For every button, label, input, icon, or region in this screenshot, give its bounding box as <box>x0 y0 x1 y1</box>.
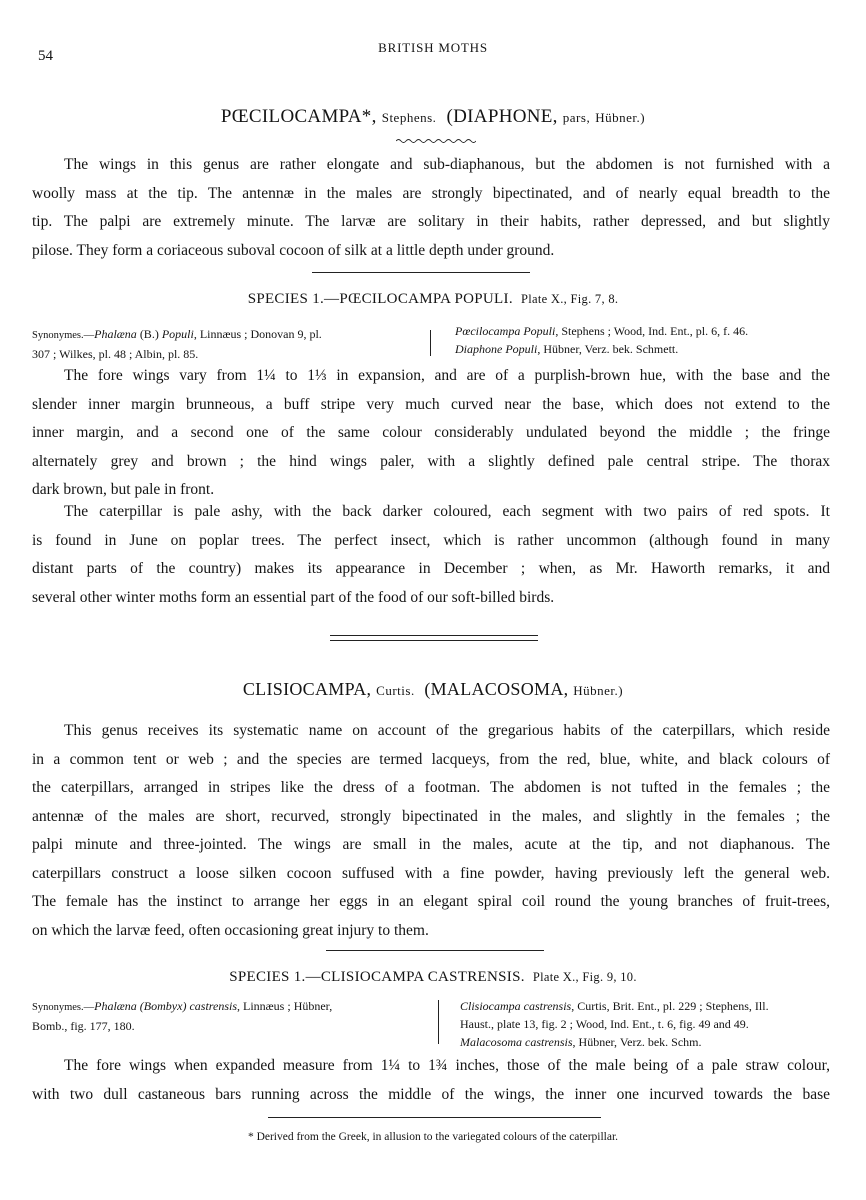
text-line: The fore wings when expanded measure from 1¼ to 1¾ inches, those of the male being of a pale straw colour, <box>64 1057 830 1074</box>
text-line: on which the larvæ feed, often occasioning great injury to them. <box>32 921 429 939</box>
synonym-author: Hübner.) <box>595 110 646 125</box>
synonym-name: Phalæna (Bombyx) castrensis <box>94 999 238 1013</box>
text-line: pilose. They form a coriaceous suboval cocoon of silk at a little depth under ground. <box>32 241 555 259</box>
genus-author: Curtis. <box>376 683 415 698</box>
synonym-line <box>460 997 840 1015</box>
text-line: slender inner margin brunneous, a buff stripe very much curved near the base, which does not extend to the <box>32 395 830 413</box>
synonym-label: Synonymes.— <box>32 330 95 341</box>
synonym-line <box>460 1033 840 1051</box>
synonym-line: 307 ; Wilkes, pl. 48 ; Albin, pl. 85. <box>32 347 199 361</box>
synonym-line <box>455 340 835 358</box>
genus-description-poecilocampa <box>32 151 830 265</box>
synonym-line: Bomb., fig. 177, 180. <box>32 1019 135 1033</box>
synonym-text: , Curtis, Brit. Ent., pl. 229 ; Stephens, Ill. <box>571 999 769 1013</box>
section-divider <box>312 272 530 273</box>
genus-title-poecilocampa <box>0 106 866 128</box>
species-description-populi <box>32 362 830 505</box>
section-divider <box>326 950 544 951</box>
synonym-author: Hübner.) <box>573 683 624 698</box>
species-name: SPECIES 1.—PŒCILOCAMPA POPULI. <box>247 291 513 307</box>
synonym-name: Malacosoma castrensis <box>460 1035 573 1049</box>
running-head: BRITISH MOTHS <box>378 40 488 55</box>
species-name: SPECIES 1.—CLISIOCAMPA CASTRENSIS. <box>229 969 525 985</box>
synonym-text: , Stephens ; Wood, Ind. Ent., pl. 6, f. 46. <box>555 324 749 338</box>
synonyms-right-castrensis <box>460 997 840 1051</box>
title-ornament <box>396 138 476 144</box>
text-line: antennæ of the males are short, recurved, strongly bipectinated in the males, and slightly in the females ; the <box>32 807 830 825</box>
genus-synonym: (MALACOSOMA, <box>424 679 569 699</box>
synonym-text: , Linnæus ; Hübner, <box>237 999 333 1013</box>
synonym-text: (B.) <box>136 327 162 341</box>
synonym-species: Populi <box>161 327 194 341</box>
text-line: caterpillars construct a loose silken cocoon suffused with a fine powder, having previously left the general web. <box>32 864 830 882</box>
page-number: 54 <box>38 48 53 64</box>
synonym-line: Haust., plate 13, fig. 2 ; Wood, Ind. Ent., t. 6, fig. 49 and 49. <box>460 1017 749 1031</box>
text-line: The female has the instinct to arrange her eggs in an elegant spiral coil round the young branches of fruit-trees, <box>32 893 830 910</box>
synonym-text: , Hübner, Verz. bek. Schmett. <box>537 342 679 356</box>
synonym-genus: Phalæna <box>94 327 137 341</box>
synonym-label: Synonymes.— <box>32 1002 95 1013</box>
text-line: The fore wings vary from 1¼ to 1⅓ in expansion, and are of a purplish-brown hue, with the base and the <box>64 367 830 384</box>
genus-description-clisiocampa <box>32 717 830 945</box>
synonym-pars: pars, <box>562 110 591 125</box>
genus-author: Stephens. <box>381 110 437 125</box>
synonym-line <box>32 997 432 1017</box>
text-line: the caterpillars, arranged in stripes like the dress of a footman. The abdomen is not tufted in the females ; the <box>32 779 830 796</box>
synonym-name: Pœcilocampa Populi <box>455 324 556 338</box>
synonym-line <box>32 325 424 345</box>
genus-synonym: (DIAPHONE, <box>446 106 558 127</box>
plate-reference: Plate X., Fig. 9, 10. <box>532 970 637 984</box>
genus-title-clisiocampa <box>0 679 866 700</box>
species-heading-populi <box>0 291 866 308</box>
text-line: This genus receives its systematic name on account of the gregarious habits of the caterpillars, which reside <box>64 722 830 739</box>
footnote-mark: *, <box>361 106 377 127</box>
text-line: inner margin, and a second one of the same colour considerably undulated beyond the middle ; the fringe <box>32 424 830 441</box>
text-line: woolly mass at the tip. The antennæ in the males are strongly bipectinated, and of nearly equal breadth to the <box>32 184 830 202</box>
text-line: with two dull castaneous bars running across the middle of the wings, the inner one incurved towards the base <box>32 1085 830 1103</box>
text-line: tip. The palpi are extremely minute. The larvæ are solitary in their habits, rather depressed, and but slightly <box>32 213 830 230</box>
synonym-text: , Hübner, Verz. bek. Schm. <box>572 1035 702 1049</box>
synonyms-right-populi <box>455 322 835 358</box>
plate-reference: Plate X., Fig. 7, 8. <box>520 292 619 306</box>
synonym-separator <box>438 1000 439 1044</box>
text-line: palpi minute and three-jointed. The wings are small in the males, acute at the tip, and not diaphanous. The <box>32 836 830 853</box>
genus-name: PŒCILOCAMPA <box>220 106 362 127</box>
species-heading-castrensis <box>0 969 866 986</box>
text-line: distant parts of the country) makes its appearance in December ; when, as Mr. Haworth remarks, it and <box>32 560 830 577</box>
text-line: several other winter moths form an essential part of the food of our soft-billed birds. <box>32 588 555 606</box>
synonym-text: , Linnæus ; Donovan 9, pl. <box>193 327 322 341</box>
genus-name: CLISIOCAMPA, <box>242 679 372 699</box>
species-biology-populi <box>32 498 830 612</box>
synonym-name: Diaphone Populi <box>455 342 538 356</box>
species-description-castrensis <box>32 1052 830 1109</box>
synonyms-left-populi <box>32 325 424 363</box>
footnote-divider <box>268 1117 601 1118</box>
synonym-name: Clisiocampa castrensis <box>460 999 572 1013</box>
double-divider <box>330 635 538 641</box>
synonym-line <box>455 322 835 340</box>
text-line: alternately grey and brown ; the hind wings paler, with a slightly defined pale central stripe. The thorax <box>32 452 830 470</box>
text-line: dark brown, but pale in front. <box>32 481 215 498</box>
text-line: The wings in this genus are rather elongate and sub-diaphanous, but the abdomen is not furnished with a <box>64 156 830 173</box>
text-line: is found in June on poplar trees. The perfect insect, which is rather uncommon (although found in many <box>32 531 830 549</box>
text-line: The caterpillar is pale ashy, with the back darker coloured, each segment with two pairs of red spots. It <box>64 503 830 520</box>
synonym-separator <box>430 330 431 356</box>
text-line: in a common tent or web ; and the species are termed lacqueys, from the red, blue, white, and black colours of <box>32 750 830 768</box>
footnote: * Derived from the Greek, in allusion to the variegated colours of the caterpillar. <box>247 1131 619 1143</box>
synonyms-left-castrensis <box>32 997 432 1035</box>
